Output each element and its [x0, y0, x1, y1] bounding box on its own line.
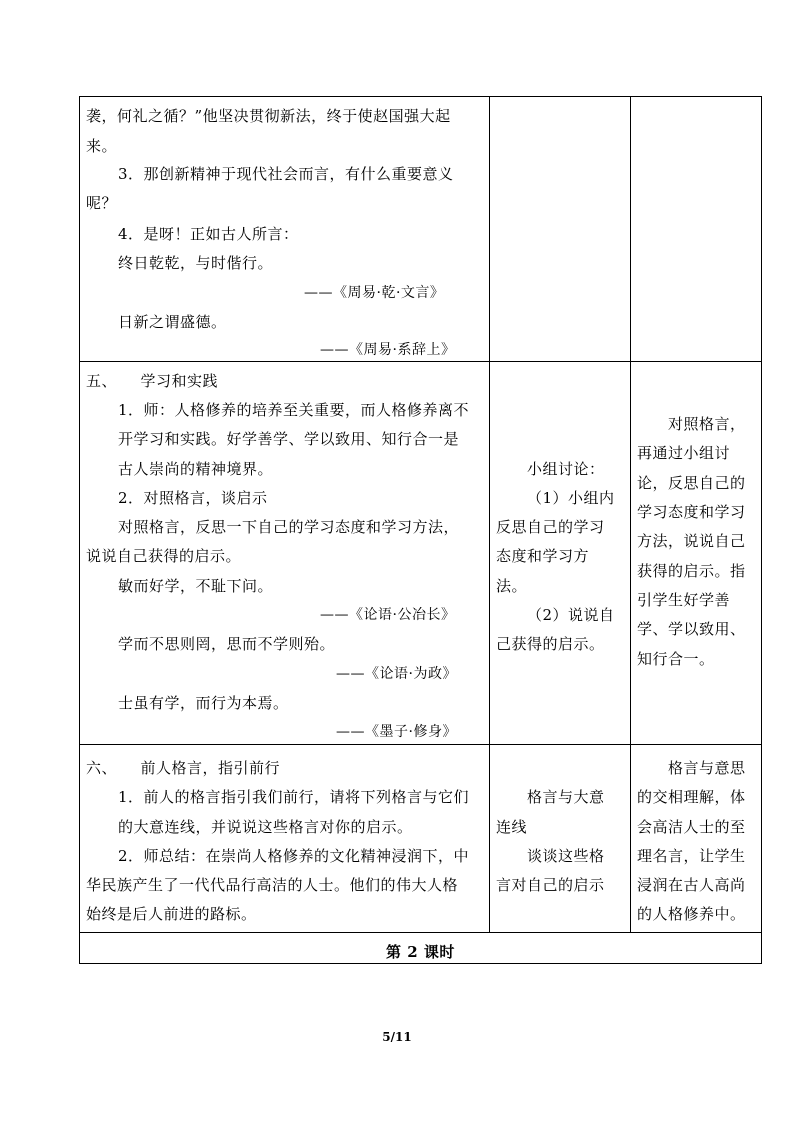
text-line: 始终是后人前进的路标。 [86, 905, 257, 923]
text-line: 的大意连线，并说说这些格言对你的启示。 [118, 818, 413, 836]
intent-line: 对照格言， [668, 415, 746, 433]
text-line: 呢？ [86, 194, 118, 212]
text-line: 2．师总结：在崇尚人格修养的文化精神浸润下，中 [118, 847, 470, 865]
activity-line: 言对自己的启示 [496, 876, 605, 894]
maxim-source: ——《论语·为政》 [336, 666, 457, 682]
table-border-left [79, 96, 80, 964]
row-divider-1 [79, 361, 762, 362]
text-line: 开学习和实践。好学善学、学以致用、知行合一是 [118, 430, 460, 448]
maxim-source: ——《论语·公冶长》 [320, 607, 456, 623]
text-line: 2．对照格言，谈启示 [118, 489, 268, 507]
maxim-source: ——《周易·系辞上》 [320, 342, 456, 358]
intent-line: 学、学以致用、 [637, 620, 746, 638]
activity-line: （2）说说自 [527, 606, 615, 624]
page-number: 5/11 [382, 1030, 412, 1044]
text-line: 4．是呀！正如古人所言： [118, 225, 299, 243]
intent-line: 知行合一。 [637, 650, 715, 668]
activity-line: （1）小组内 [527, 489, 615, 507]
intent-line: 引学生好学善 [637, 591, 731, 609]
maxim-text: 敏而好学，不耻下问。 [118, 577, 274, 595]
maxim-text: 日新之谓盛德。 [118, 313, 227, 331]
activity-line: 反思自己的学习 [496, 518, 605, 536]
intent-line: 学习态度和学习 [637, 503, 746, 521]
text-line: 1．师：人格修养的培养至关重要，而人格修养离不 [118, 401, 470, 419]
activity-line: 法。 [496, 577, 528, 595]
activity-line: 格言与大意 [527, 788, 605, 806]
activity-line: 谈谈这些格 [527, 847, 605, 865]
maxim-source: ——《周易·乾·文言》 [304, 285, 445, 301]
row-divider-3 [79, 932, 762, 933]
intent-line: 会高洁人士的至 [637, 818, 746, 836]
table-border-bottom [79, 963, 762, 964]
maxim-text: 学而不思则罔，思而不学则殆。 [118, 635, 336, 653]
maxim-text: 士虽有学，而行为本焉。 [118, 694, 289, 712]
intent-line: 的人格修养中。 [637, 905, 746, 923]
intent-line: 理名言，让学生 [637, 847, 746, 865]
text-line: 对照格言，反思一下自己的学习态度和学习方法， [118, 518, 460, 536]
text-line: 3．那创新精神于现代社会而言，有什么重要意义 [118, 165, 454, 183]
column-divider-1 [489, 96, 490, 932]
text-line: 来。 [86, 137, 118, 155]
text-line: 袭，何礼之循？”他坚决贯彻新法，终于使赵国强大起 [86, 107, 451, 125]
intent-line: 的交相理解，体 [637, 788, 746, 806]
intent-line: 方法，说说自己 [637, 532, 746, 550]
text-line: 1．前人的格言指引我们前行，请将下列格言与它们 [118, 788, 470, 806]
row-divider-2 [79, 744, 762, 745]
text-line: 古人崇尚的精神境界。 [118, 460, 274, 478]
activity-line: 己获得的启示。 [496, 635, 605, 653]
intent-line: 格言与意思 [668, 759, 746, 777]
activity-line: 态度和学习方 [496, 547, 590, 565]
section-heading: 六、 前人格言，指引前行 [86, 759, 281, 777]
maxim-text: 终日乾乾，与时偕行。 [118, 254, 274, 272]
text-line: 华民族产生了一代代品行高洁的人士。他们的伟大人格 [86, 876, 459, 894]
column-divider-2 [630, 96, 631, 932]
intent-line: 论，反思自己的 [637, 474, 746, 492]
section-heading: 五、 学习和实践 [86, 372, 219, 390]
intent-line: 浸润在古人高尚 [637, 876, 746, 894]
activity-line: 小组讨论： [527, 460, 605, 478]
text-line: 说说自己获得的启示。 [86, 547, 242, 565]
activity-line: 连线 [496, 818, 528, 836]
maxim-source: ——《墨子·修身》 [336, 724, 457, 740]
intent-line: 获得的启示。指 [637, 562, 746, 580]
lesson-period-title: 第 2 课时 [386, 943, 455, 961]
table-border-top [79, 96, 762, 97]
table-border-right [761, 96, 762, 964]
intent-line: 再通过小组讨 [637, 444, 731, 462]
